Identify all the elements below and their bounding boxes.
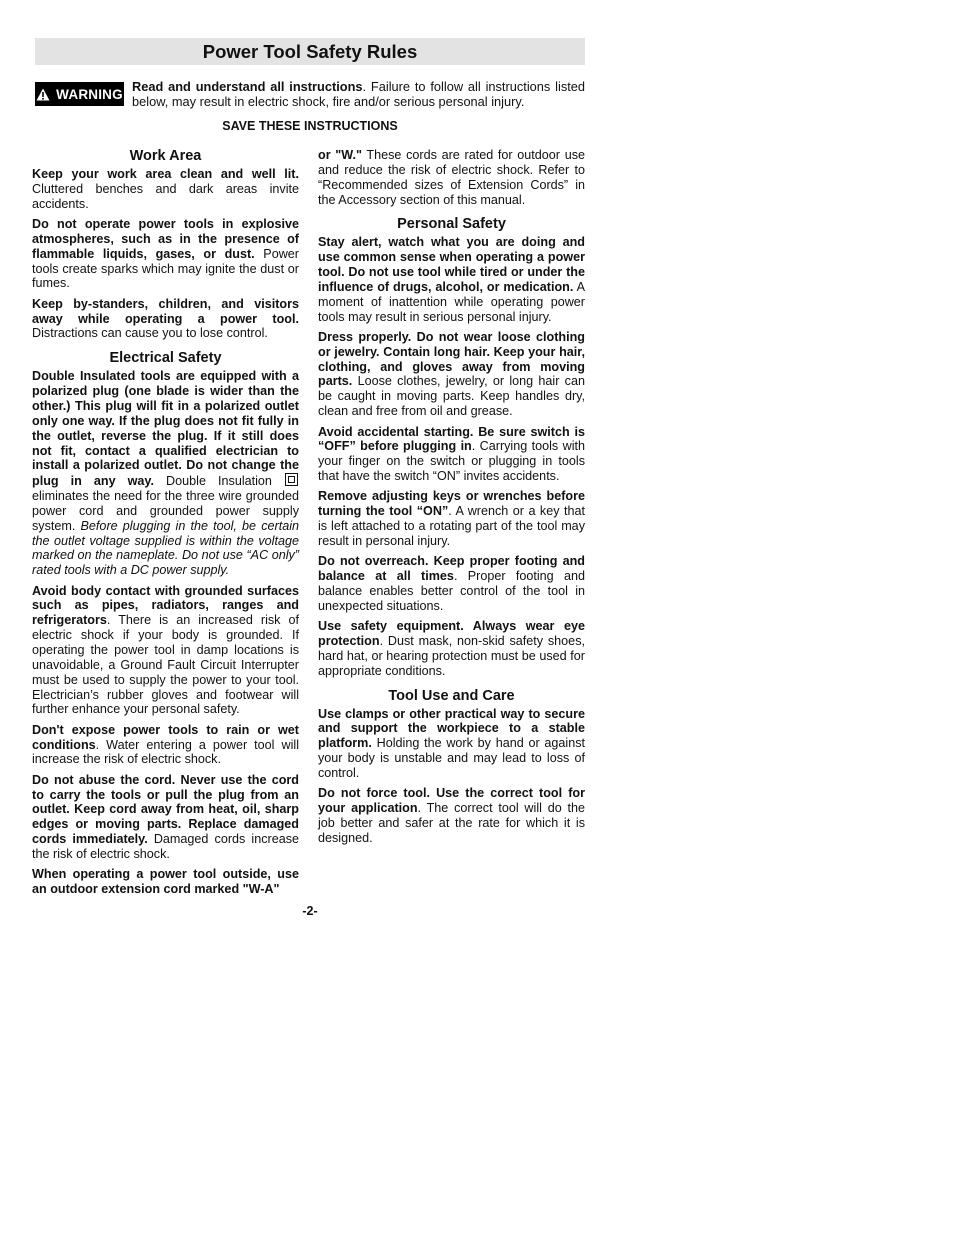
rule-text: . Dust mask, non-skid safety shoes, hard hat, or hearing protection must be used for appropriate conditions. [318,633,585,678]
tool-use-rule-1 [318,707,585,781]
rule-text: Damaged cords increase the risk of electric shock. [32,832,300,861]
personal-rule-4 [318,489,585,548]
rule-text: A moment of inattention while operating power tools may result in serious personal injury. [318,279,585,324]
work-area-section [32,148,299,341]
rule-bold: Avoid body contact with grounded surfaces such as pipes, radiators, ranges and refrigerators [32,583,299,628]
rule-bold: Don't expose power tools to rain or wet conditions [32,722,299,752]
tool-use-rule-2 [318,786,585,845]
rule-text: . There is an increased risk of electric shock if your body is grounded. If operating the power tool in damp locations is unavoidable, a Ground Fault Circuit Interrupter must be used to supply the power to your tool. Electrician’s rubber gloves and footwear will further enhance your personal safety. [32,613,299,717]
page-number: -2- [302,904,318,918]
rule-bold: Do not overreach. Keep proper footing and balance at all times [318,554,585,584]
rule-bold: Remove adjusting keys or wrenches before turning the tool “ON” [318,489,585,519]
work-area-rule-2 [32,217,299,291]
rule-bold: Avoid accidental starting. Be sure switch is “OFF” before plugging in [318,424,585,454]
rule-text: These cords are rated for outdoor use and reduce the risk of electric shock. Refer to “Recommended sizes of Extension Cords” in the Accessory section of this manual. [318,148,586,207]
tool-use-heading: Tool Use and Care [388,687,515,704]
rule-text: Power tools create sparks which may ignite the dust or fumes. [32,246,299,291]
work-area-rule-3 [32,297,299,342]
left-column [32,148,299,902]
rule-text: . Water entering a power tool will increase the risk of electric shock. [32,737,299,767]
rule-text: . Proper footing and balance enables better control of the tool in unexpected situations. [318,569,585,613]
rule-bold: Double Insulated tools are equipped with a polarized plug (one blade is wider than the other.) This plug will fit in a polarized outlet only one way. If the plug does not fit fully in the outlet, reverse the plug. If it still does not fit, contact a qualified electrician to install a polarized outlet. Do not change the plug in any way. [32,369,299,489]
electrical-rule-2 [32,584,299,718]
rule-bold: Keep your work area clean and well lit. [32,167,299,181]
rule-bold: or "W." [318,148,362,162]
work-area-rule-1 [32,167,299,212]
electrical-rule-5 [32,867,299,897]
warning-text [132,80,585,110]
personal-rule-2 [318,330,585,419]
electrical-rule-1 [32,369,299,578]
rule-text: Distractions can cause you to lose control. [32,326,268,341]
personal-rule-5 [318,554,585,613]
electrical-rule-4 [32,773,299,862]
personal-safety-section [318,216,585,678]
electrical-rule-5-continued [318,148,585,207]
double-insulation-icon [285,473,298,486]
work-area-heading: Work Area [129,148,202,164]
rule-text: Holding the work by hand or against your body is unstable and may lead to loss of control. [318,736,585,780]
warning-body: . Failure to follow all instructions listed below, may result in electric shock, fire and/or serious personal injury. [132,79,586,109]
rule-text: . The correct tool will do the job better and safer at the rate for which it is designed. [318,801,585,845]
warning-triangle-icon [36,88,50,101]
warning-label: WARNING [56,86,123,102]
save-instructions: SAVE THESE INSTRUCTIONS [222,119,398,133]
personal-safety-heading: Personal Safety [397,216,506,233]
rule-bold: Stay alert, watch what you are doing and use common sense when operating a power tool. Do not use tool while tired or under the influence of drugs, alcohol, or medication. [318,235,585,294]
rule-text: . A wrench or a key that is left attached to a rotating part of the tool may result in personal injury. [318,504,585,548]
rule-bold: Do not abuse the cord. Never use the cord to carry the tools or pull the plug from an outlet. Keep cord away from heat, oil, sharp edges or moving parts. Replace damaged cords immediately. [32,772,299,847]
rule-bold: Use safety equipment. Always wear eye protection [318,619,585,648]
personal-rule-3 [318,425,585,484]
rule-text: Loose clothes, jewelry, or long hair can be caught in moving parts. Keep handles dry, clean and free from oil and grease. [318,374,585,419]
right-column [318,148,585,851]
rule-text: Cluttered benches and dark areas invite accidents. [32,181,299,211]
tool-use-section [318,688,585,846]
rule-italic: Before plugging in the tool, be certain the outlet voltage supplied is within the voltage marked on the nameplate. Do not use “AC only” rated tools with a DC power supply. [32,518,300,578]
warning-lead: Read and understand all instructions [132,79,363,94]
rule-bold: Use clamps or other practical way to secure and support the workpiece to a stable platform. [318,706,585,751]
warning-badge [35,82,124,106]
personal-rule-1 [318,235,585,324]
rule-text: . Carrying tools with your finger on the switch or plugging in tools that have the switch “ON” invites accidents. [318,439,585,484]
rule-bold: Dress properly. Do not wear loose clothing or jewelry. Contain long hair. Keep your hair, clothing, and gloves away from moving parts. [318,329,585,389]
electrical-safety-heading: Electrical Safety [109,350,222,367]
rule-bold: When operating a power tool outside, use an outdoor extension cord marked "W-A" [32,867,299,897]
electrical-safety-continued [318,148,585,207]
rule-bold: Do not operate power tools in explosive atmospheres, such as in the presence of flammable liquids, gases, or dust. [32,217,299,261]
electrical-safety-section [32,350,299,897]
page-title: Power Tool Safety Rules [35,38,585,65]
rule-text: Double Insulation [154,474,284,489]
personal-rule-6 [318,619,585,678]
rule-bold: Keep by-standers, children, and visitors away while operating a power tool. [32,296,299,326]
rule-bold: Do not force tool. Use the correct tool for your application [318,786,585,816]
rule-text: eliminates the need for the three wire grounded power cord and grounded power supply system. [32,489,299,533]
electrical-rule-3 [32,723,299,768]
